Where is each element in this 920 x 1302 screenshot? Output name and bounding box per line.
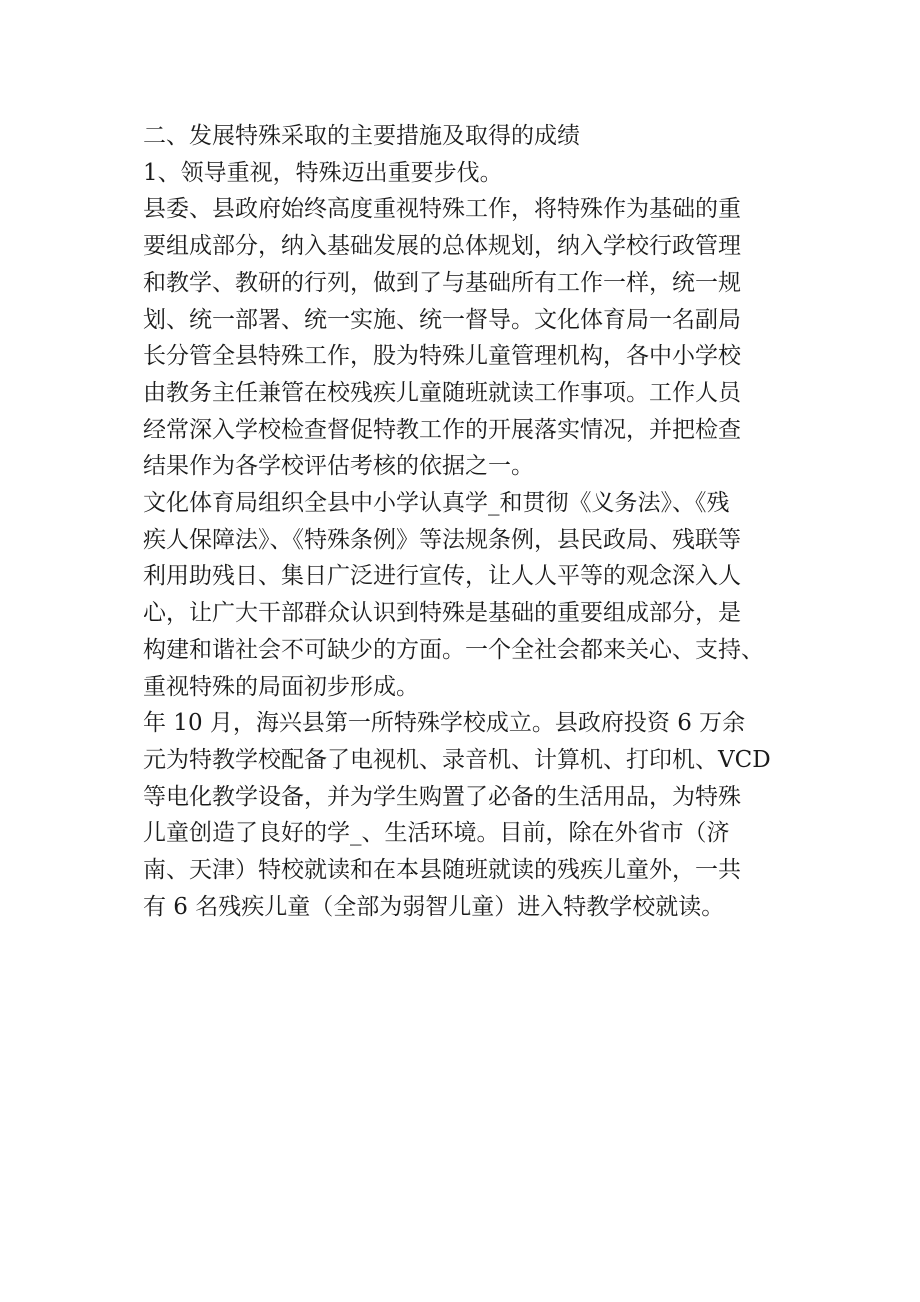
paragraph-line: 经常深入学校检查督促特教工作的开展落实情况，并把检查 (143, 416, 741, 443)
paragraph-line: 等电化教学设备，并为学生购置了必备的生活用品，为特殊 (143, 783, 741, 810)
paragraph-1 (143, 191, 783, 485)
paragraph-line: 儿童创造了良好的学_、生活环境。目前，除在外省市（济 (143, 820, 730, 847)
section-heading: 二、发展特殊采取的主要措施及取得的成绩 (143, 123, 580, 149)
document-page (143, 118, 783, 925)
paragraph-line: 划、统一部署、统一实施、统一督导。文化体育局一名副局 (143, 306, 741, 333)
paragraph-line: 年 10 月，海兴县第一所特殊学校成立。县政府投资 6 万余 (143, 710, 746, 737)
paragraph-line: 要组成部分，纳入基础发展的总体规划，纳入学校行政管理 (143, 233, 741, 260)
paragraph-line: 利用助残日、集日广泛进行宣传，让人人平等的观念深入人 (143, 563, 741, 590)
paragraph-line: 结果作为各学校评估考核的依据之一。 (143, 453, 534, 480)
paragraph-line: 南、天津）特校就读和在本县随班就读的残疾儿童外，一共 (143, 857, 741, 884)
paragraph-line: 重视特殊的局面初步形成。 (143, 673, 419, 700)
paragraph-line: 县委、县政府始终高度重视特殊工作，将特殊作为基础的重 (143, 196, 741, 223)
paragraph-3 (143, 705, 783, 925)
paragraph-line: 疾人保障法》、《特殊条例》等法规条例，县民政局、残联等 (143, 526, 741, 553)
paragraph-line: 有 6 名残疾儿童（全部为弱智儿童）进入特教学校就读。 (143, 893, 725, 920)
paragraph-line: 元为特教学校配备了电视机、录音机、计算机、打印机、VCD (143, 746, 771, 773)
paragraph-2 (143, 485, 783, 705)
paragraph-line: 和教学、教研的行列，做到了与基础所有工作一样，统一规 (143, 269, 741, 296)
subsection-heading: 1、领导重视，特殊迈出重要步伐。 (143, 159, 503, 186)
paragraph-line: 长分管全县特殊工作，股为特殊儿童管理机构，各中小学校 (143, 343, 741, 370)
paragraph-line: 构建和谐社会不可缺少的方面。一个全社会都来关心、支持、 (143, 636, 764, 663)
paragraph-line: 由教务主任兼管在校残疾儿童随班就读工作事项。工作人员 (143, 379, 741, 406)
paragraph-line: 心，让广大干部群众认识到特殊是基础的重要组成部分，是 (143, 600, 741, 627)
paragraph-line: 文化体育局组织全县中小学认真学_和贯彻《义务法》、《残 (143, 490, 730, 517)
